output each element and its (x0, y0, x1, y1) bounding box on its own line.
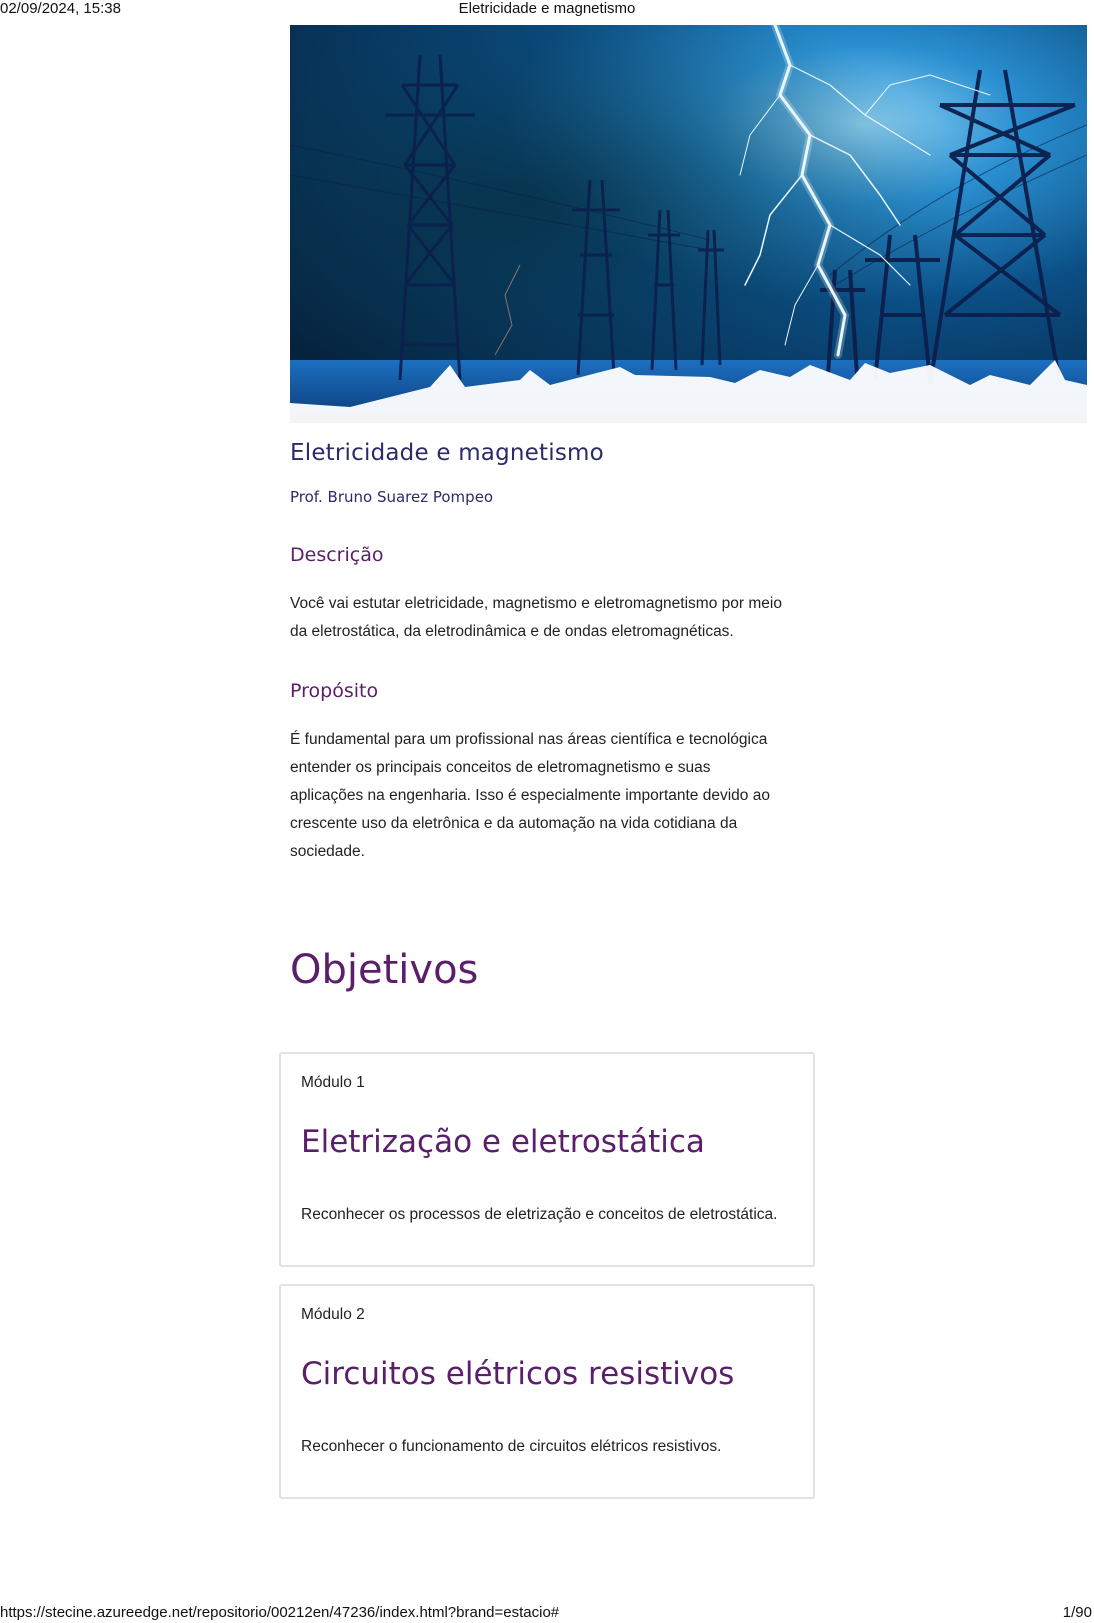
module-card[interactable] (279, 1284, 815, 1499)
description-text (290, 590, 810, 646)
module-label: Módulo 2 (301, 1306, 365, 1323)
purpose-line: aplicações na engenharia. Isso é especialmente importante devido ao (290, 787, 770, 804)
module-label: Módulo 1 (301, 1074, 365, 1091)
description-line: da eletrostática, da eletrodinâmica e de ondas eletromagnéticas. (290, 623, 734, 640)
print-url: https://stecine.azureedge.net/repositorio/00212en/47236/index.html?brand=estacio# (0, 1604, 560, 1621)
module-title: Circuitos elétricos resistivos (301, 1356, 735, 1392)
lightning-power-lines-image (290, 25, 1087, 423)
purpose-line: crescente uso da eletrônica e da automação na vida cotidiana da (290, 815, 738, 832)
module-description: Reconhecer os processos de eletrização e conceitos de eletrostática. (301, 1206, 778, 1223)
module-description: Reconhecer o funcionamento de circuitos elétricos resistivos. (301, 1438, 722, 1455)
print-footer (0, 1603, 1094, 1623)
page-number: 1/90 (1062, 1604, 1092, 1621)
purpose-line: entender os principais conceitos de eletromagnetismo e suas (290, 759, 711, 776)
print-title: Eletricidade e magnetismo (458, 0, 636, 17)
description-heading: Descrição (290, 544, 384, 566)
hero-image (290, 25, 1087, 423)
purpose-line: sociedade. (290, 843, 365, 860)
module-title: Eletrização e eletrostática (301, 1124, 705, 1160)
purpose-line: É fundamental para um profissional nas áreas científica e tecnológica (290, 731, 768, 748)
module-card[interactable] (279, 1052, 815, 1267)
course-author: Prof. Bruno Suarez Pompeo (290, 488, 494, 506)
description-line: Você vai estutar eletricidade, magnetismo e eletromagnetismo por meio (290, 595, 782, 612)
course-intro (290, 440, 810, 866)
print-header (0, 0, 1094, 20)
print-date: 02/09/2024, 15:38 (0, 0, 121, 17)
objectives-heading: Objetivos (290, 947, 479, 993)
purpose-text (290, 726, 810, 866)
purpose-heading: Propósito (290, 680, 379, 702)
course-title: Eletricidade e magnetismo (290, 440, 604, 466)
